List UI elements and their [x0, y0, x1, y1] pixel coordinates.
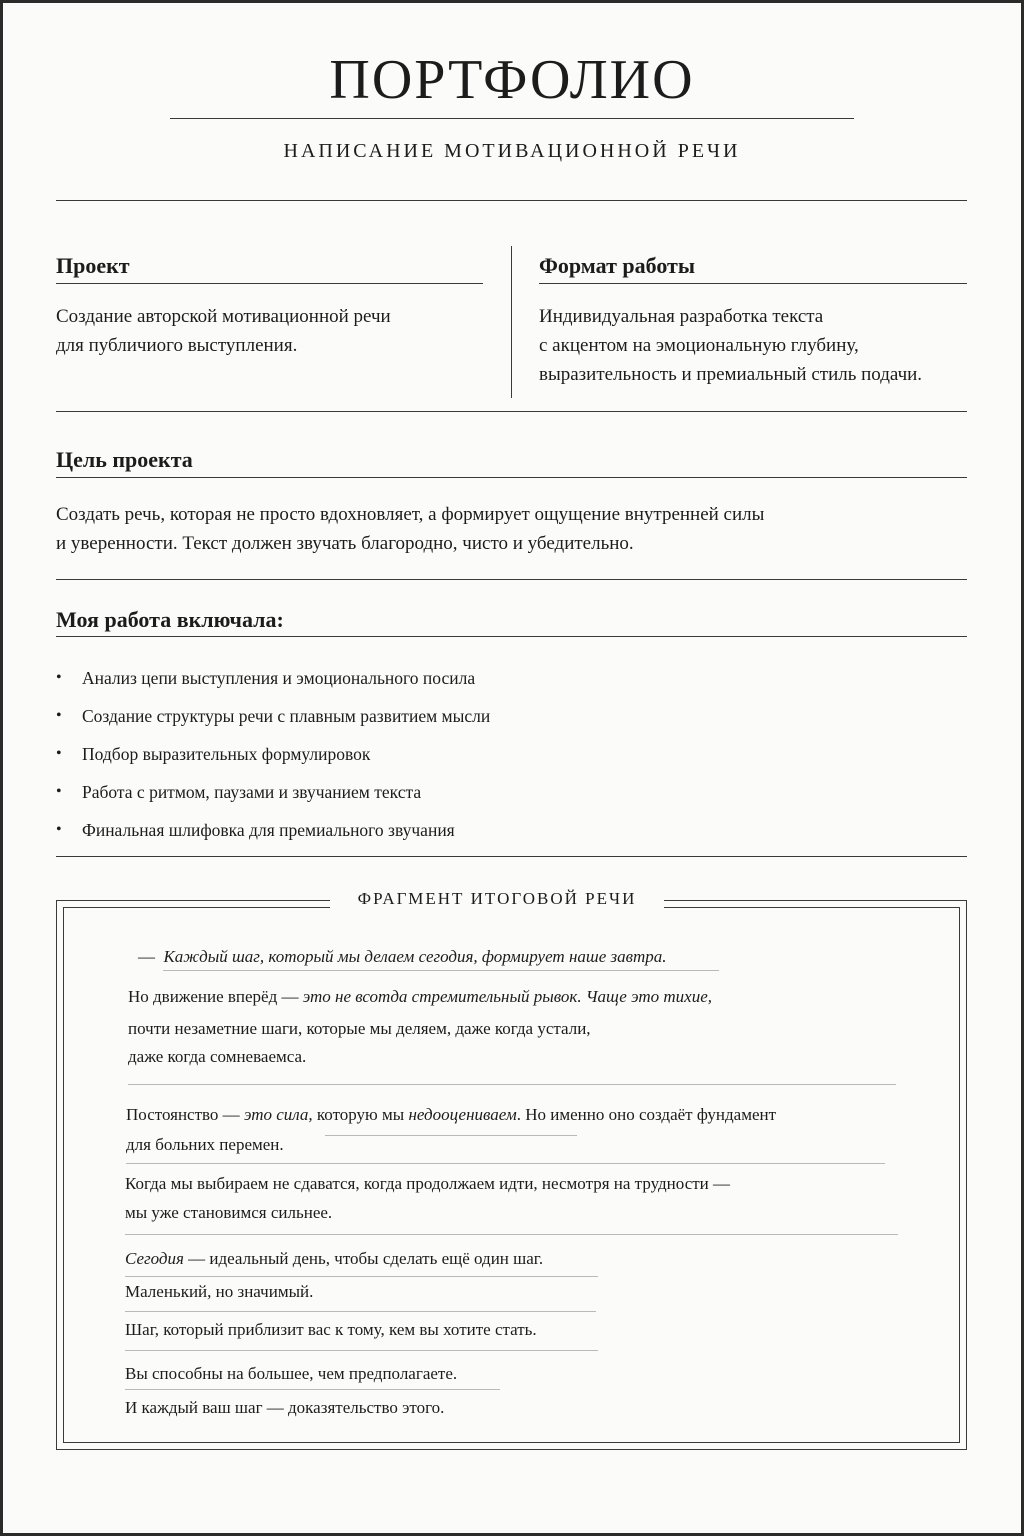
goal-heading: Цель проекта: [56, 447, 193, 472]
bullet-icon: •: [56, 745, 62, 762]
speech-line: Маленький, но значимый.: [125, 1282, 314, 1301]
speech-line: почти незаметние шаги, которые мы деляем, даже когда устали,: [128, 1019, 591, 1038]
speech-line: Вы способны на большее, чем предполагаете.: [125, 1364, 458, 1383]
speech-line: Но движение вперёд — это не всотда стремительный рывок. Чаще это тихие,: [128, 987, 713, 1006]
speech-line: мы уже становимся сильнее.: [125, 1203, 333, 1222]
header-divider: [56, 200, 967, 201]
speech-line: И каждый ваш шаг — доказятельство этого.: [125, 1398, 445, 1417]
bullet-icon: •: [56, 821, 62, 838]
bullet-icon: •: [56, 783, 62, 800]
speech-line: даже когда сомневаемса.: [128, 1047, 307, 1066]
work-list: [54, 659, 490, 849]
section-divider: [56, 411, 967, 412]
underline: [325, 1135, 577, 1136]
list-item: • Подбор выразительных формулировок: [54, 735, 490, 773]
title-divider: [170, 118, 854, 119]
underline: [125, 1350, 598, 1351]
underline: [125, 1389, 500, 1390]
speech-line: для больних перемен.: [126, 1135, 284, 1154]
goal-heading-rule: [56, 477, 967, 478]
page-subtitle: НАПИСАНИЕ МОТИВАЦИОННОЙ РЕЧИ: [283, 140, 741, 162]
paragraph-divider: [125, 1234, 898, 1235]
column-divider: [511, 246, 512, 398]
project-heading-rule: [56, 283, 483, 284]
bullet-icon: •: [56, 669, 62, 686]
speech-line: Шаг, который приблизит вас к тому, кем вы хотите стать.: [125, 1320, 537, 1339]
work-heading: Моя работа включала:: [56, 607, 284, 632]
speech-line: Постоянство — это сила, которую мы недооцениваем. Но именно оно создаёт фундамент: [126, 1105, 777, 1124]
bullet-icon: •: [56, 707, 62, 724]
format-heading: Формат работы: [539, 253, 696, 278]
section-divider: [56, 579, 967, 580]
underline: [125, 1311, 596, 1312]
list-item: • Создание структуры речи с плавным развитием мысли: [54, 697, 490, 735]
list-item: • Анализ цепи выступления и эмоционального посила: [54, 659, 490, 697]
project-description: Создание авторской мотивационной речи для публичиого выступления.: [56, 306, 391, 356]
project-heading: Проект: [56, 253, 130, 278]
speech-line: Когда мы выбираем не сдаватся, когда продолжаем идти, несмотря на трудности —: [125, 1174, 731, 1193]
list-item: • Финальная шлифовка для премиального звучания: [54, 811, 490, 849]
list-item: • Работа с ритмом, паузами и звучанием текста: [54, 773, 490, 811]
page-title: ПОРТФОЛИО: [329, 49, 695, 111]
underline: [163, 970, 719, 971]
speech-line: Сегодия — идеальный день, чтобы сделать ещё один шаг.: [125, 1249, 544, 1268]
format-description: Индивидуальная разработка текста с акцентом на эмоциональную глубину, выразительность и премиальный стиль подачи.: [539, 306, 923, 385]
paragraph-divider: [126, 1163, 885, 1164]
work-heading-rule: [56, 636, 967, 637]
format-heading-rule: [539, 283, 967, 284]
underline: [125, 1276, 598, 1277]
section-divider: [56, 856, 967, 857]
speech-opening: — Каждый шаг, который мы делаем сегодия, формирует наше завтра.: [138, 947, 667, 966]
fragment-label: ФРАГМЕНТ ИТОГОВОЙ РЕЧИ: [330, 886, 664, 912]
goal-description: Создать речь, которая не просто вдохновляет, а формирует ощущение внутренней силы и уверенности. Текст должен звучать благородно, чисто и убедительно.: [56, 504, 765, 554]
paragraph-divider: [128, 1084, 896, 1085]
